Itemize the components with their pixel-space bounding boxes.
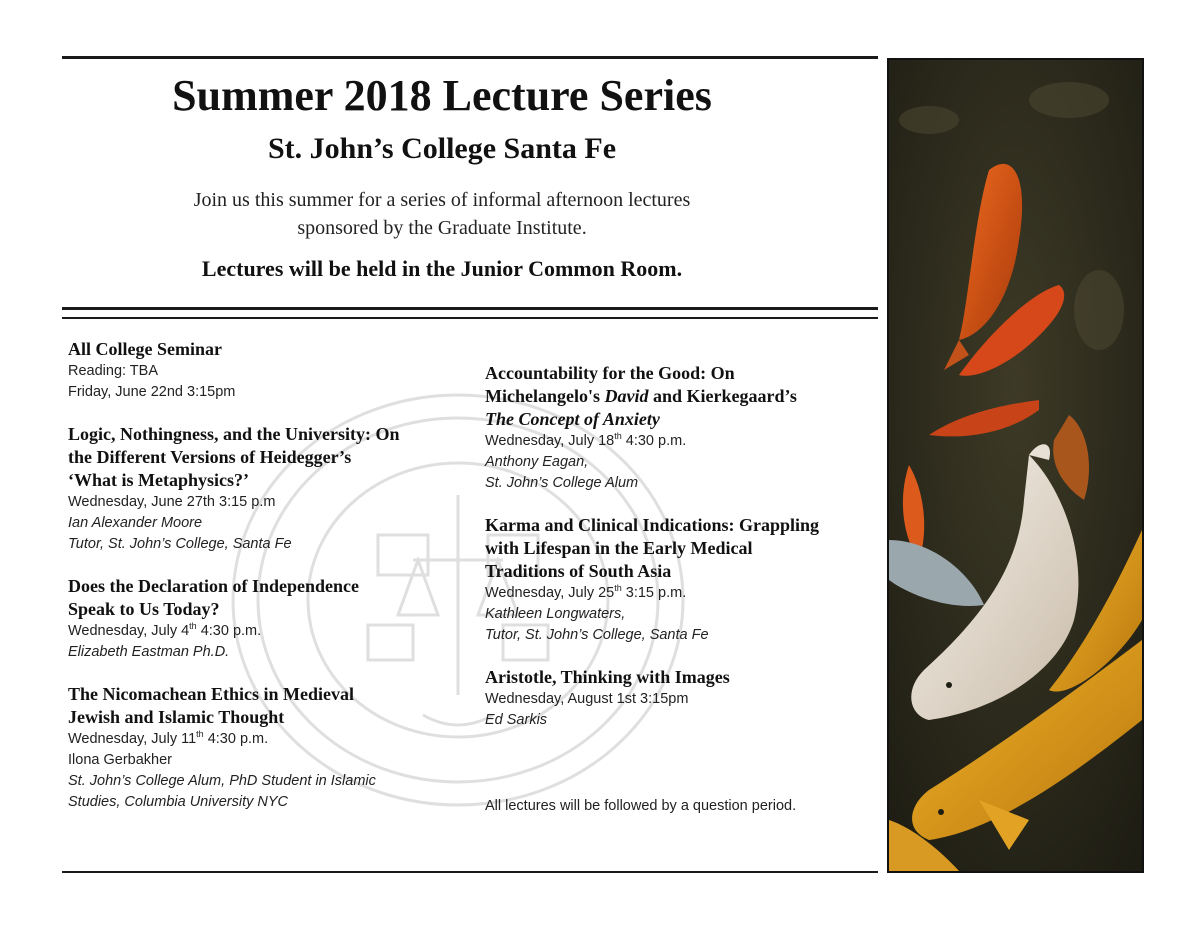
lecture-title: [68, 575, 468, 621]
left-lecture-column: [68, 338, 468, 833]
date-main: Wednesday, July 4: [68, 623, 190, 639]
lecture-speaker: Kathleen Longwaters,: [485, 606, 626, 622]
lecture-speaker: Anthony Eagan,: [485, 454, 589, 470]
lecture-affiliation: St. John’s College Alum: [485, 475, 639, 491]
lecture-title-line: the Different Versions of Heidegger’s: [68, 447, 352, 467]
date-time: 4:30 p.m.: [196, 623, 262, 639]
lecture-reading: Reading: TBA: [68, 363, 159, 379]
lecture-item: [68, 423, 468, 555]
date-time: 4:30 p.m.: [621, 433, 687, 449]
date-main: Wednesday, July 11: [68, 731, 197, 747]
lecture-title-line: The Nicomachean Ethics in Medieval: [68, 684, 354, 704]
title-text: and Kierkegaard’s: [648, 386, 797, 406]
date-suffix: th: [614, 583, 622, 594]
lecture-title-line: Accountability for the Good: On: [485, 363, 735, 383]
date-suffix: th: [614, 431, 622, 442]
lecture-affiliation: Tutor, St. John’s College, Santa Fe: [68, 536, 292, 552]
lecture-title-line: [485, 385, 880, 408]
intro-line-1: Join us this summer for a series of informal afternoon lectures: [193, 189, 691, 211]
title-italic-work: David: [604, 386, 649, 406]
location-text: Lectures will be held in the Junior Common Room.: [201, 256, 683, 281]
lecture-title-line: ‘What is Metaphysics?’: [68, 470, 249, 490]
lecture-title: [485, 362, 880, 431]
lecture-title: All College Seminar: [68, 339, 222, 359]
intro-line-2: sponsored by the Graduate Institute.: [297, 217, 587, 239]
footer-note: All lectures will be followed by a question period.: [485, 798, 797, 814]
lecture-item: [68, 683, 468, 813]
lecture-date: Friday, June 22nd 3:15pm: [68, 384, 236, 400]
top-rule: [62, 56, 878, 59]
date-suffix: th: [189, 621, 197, 632]
lecture-item: [68, 338, 468, 403]
koi-fish-photo: [887, 58, 1144, 873]
lecture-title-line: Traditions of South Asia: [485, 561, 672, 581]
lecture-item: [68, 575, 468, 663]
date-main: Wednesday, July 25: [485, 585, 615, 601]
lecture-item: [485, 514, 880, 646]
lecture-title-line: Karma and Clinical Indications: Grappling: [485, 515, 820, 535]
lecture-title: [485, 514, 880, 583]
page-subtitle: St. John’s College Santa Fe: [267, 132, 617, 165]
lecture-title-line: Jewish and Islamic Thought: [68, 707, 285, 727]
koi-fish-illustration: [889, 60, 1142, 871]
lecture-speaker: Ian Alexander Moore: [68, 515, 203, 531]
intro-text: [62, 186, 822, 242]
bottom-rule: [62, 871, 878, 873]
lecture-title-line: with Lifespan in the Early Medical: [485, 538, 753, 558]
lecture-speaker: Elizabeth Eastman Ph.D.: [68, 644, 230, 660]
date-time: 3:15 p.m.: [621, 585, 687, 601]
lecture-speaker: Ilona Gerbakher: [68, 752, 172, 768]
lecture-title: [68, 683, 468, 729]
lecture-title-line: Does the Declaration of Independence: [68, 576, 359, 596]
lecture-date: [68, 729, 468, 750]
lecture-date: [485, 583, 880, 604]
lecture-speaker: Ed Sarkis: [485, 712, 548, 728]
page-title: Summer 2018 Lecture Series: [172, 71, 712, 120]
header-bottom-rule-1: [62, 307, 878, 310]
lecture-affiliation: Studies, Columbia University NYC: [68, 794, 288, 810]
lecture-title-line: The Concept of Anxiety: [485, 409, 660, 429]
right-lecture-column: [485, 362, 880, 751]
lecture-title: [68, 423, 468, 492]
date-main: Wednesday, July 18: [485, 433, 615, 449]
date-time: 4:30 p.m.: [203, 731, 269, 747]
date-suffix: th: [196, 729, 204, 740]
title-text: Michelangelo's: [485, 386, 605, 406]
lecture-item: [485, 362, 880, 494]
lecture-date: Wednesday, June 27th 3:15 p.m: [68, 494, 276, 510]
lecture-date: Wednesday, August 1st 3:15pm: [485, 691, 689, 707]
lecture-affiliation: Tutor, St. John’s College, Santa Fe: [485, 627, 709, 643]
lecture-title: Aristotle, Thinking with Images: [485, 667, 730, 687]
header-bottom-rule-2: [62, 317, 878, 319]
lecture-date: [485, 431, 880, 452]
lecture-affiliation: St. John’s College Alum, PhD Student in Islamic: [68, 773, 376, 789]
lecture-date: [68, 621, 468, 642]
lecture-title-line: Logic, Nothingness, and the University: On: [68, 424, 400, 444]
lecture-title-line: Speak to Us Today?: [68, 599, 220, 619]
lecture-item: [485, 666, 880, 731]
